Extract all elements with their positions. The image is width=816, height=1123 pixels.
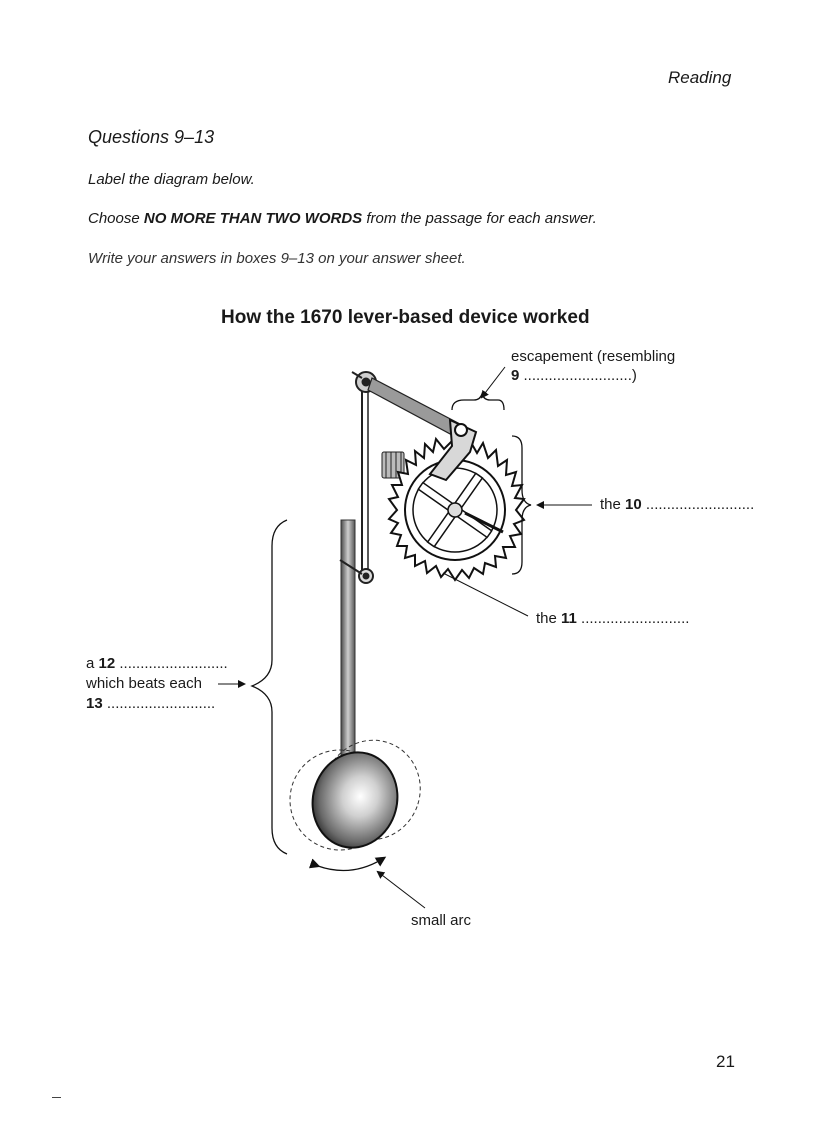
scan-mark	[52, 1097, 61, 1098]
instruction-label-diagram: Label the diagram below.	[88, 171, 255, 188]
question-10-prefix: the	[600, 496, 626, 513]
question-9-number: 9	[511, 367, 520, 384]
label-question-12	[86, 655, 228, 672]
small-arc-pointer	[378, 872, 425, 908]
section-label: Reading	[668, 68, 732, 87]
label-question-11	[536, 610, 689, 627]
question-12-prefix: a	[86, 655, 99, 672]
label-small-arc: small arc	[411, 912, 472, 929]
pendulum-bob	[302, 743, 408, 857]
question-11-prefix: the	[536, 610, 562, 627]
escapement-brace	[452, 394, 504, 410]
questions-heading: Questions 9–13	[88, 127, 215, 147]
answer-blank-11[interactable]: ..........................	[576, 610, 690, 627]
pendulum-brace	[252, 520, 287, 854]
instruction-word-limit-after: from the passage for each answer.	[362, 210, 597, 227]
answer-blank-10[interactable]: ..........................	[641, 496, 755, 513]
answer-blank-9[interactable]: ..........................)	[519, 367, 637, 384]
escapement-pointer	[482, 367, 505, 397]
question-11-number: 11	[561, 610, 577, 627]
label-question-9	[511, 367, 637, 384]
question-12-number: 12	[98, 655, 116, 672]
label-question-10	[600, 496, 754, 513]
instruction-answer-sheet: Write your answers in boxes 9–13 on your answer sheet.	[88, 250, 466, 267]
question-13-number: 13	[86, 695, 103, 712]
small-arc-arrow	[318, 858, 384, 871]
instruction-word-limit-emphasis: NO MORE THAN TWO WORDS	[143, 210, 363, 227]
label-escapement: escapement (resembling	[511, 348, 676, 365]
question-10-number: 10	[625, 496, 642, 513]
answer-blank-13[interactable]: ..........................	[102, 695, 216, 712]
instruction-word-limit-before: Choose	[88, 210, 144, 227]
label-question-13	[86, 695, 215, 712]
pendulum-rod	[341, 520, 355, 765]
page-number: 21	[716, 1052, 735, 1071]
tooth-pointer	[443, 573, 528, 616]
answer-blank-12[interactable]: ..........................	[115, 655, 228, 672]
label-beats-each: which beats each	[86, 675, 202, 692]
diagram-title: How the 1670 lever-based device worked	[221, 307, 590, 328]
